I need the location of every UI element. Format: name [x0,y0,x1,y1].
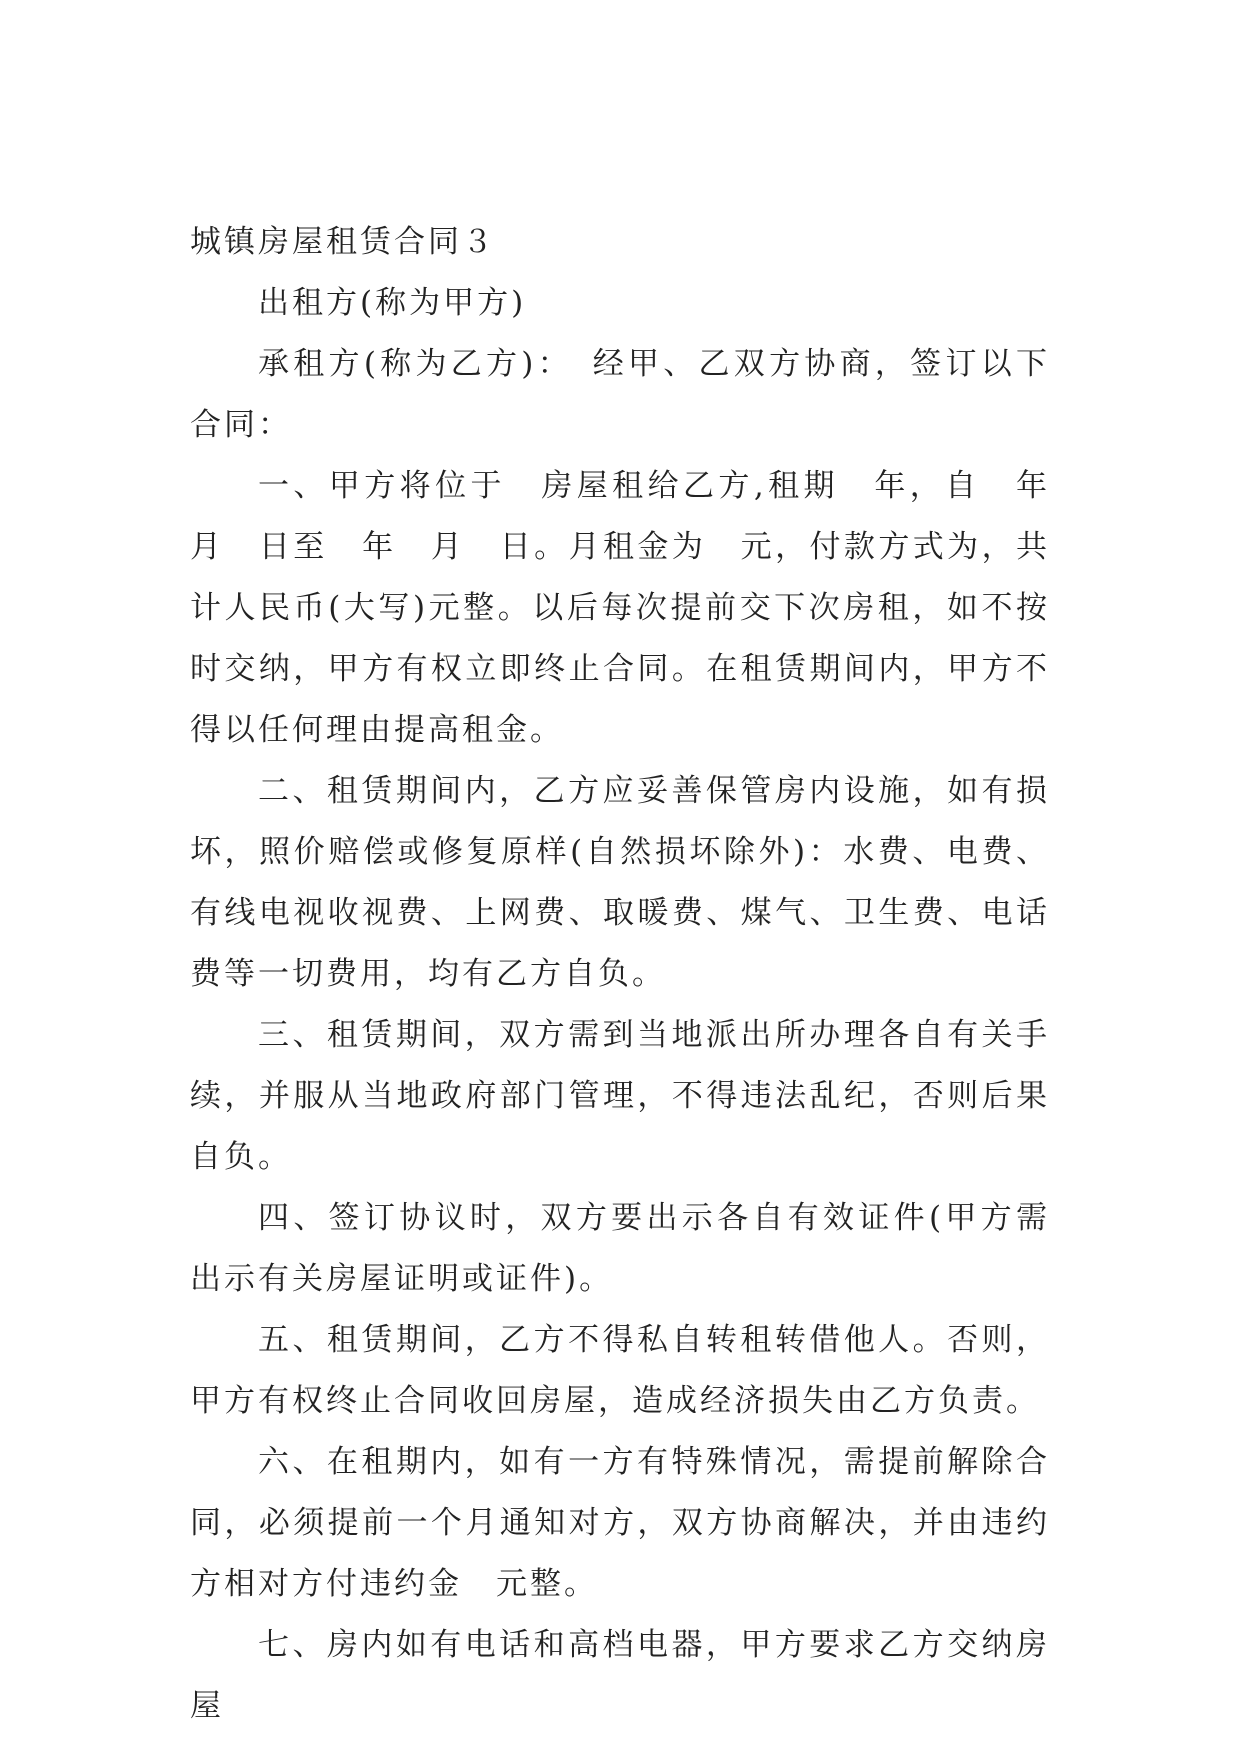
paragraph-lessor: 出租方(称为甲方) [258,285,527,321]
clause-7: 七、房内如有电话和高档电器，甲方要求乙方交纳房屋 [190,1627,1050,1724]
clause-2: 二、租赁期间内，乙方应妥善保管房内设施，如有损坏，照价赔偿或修复原样(自然损坏除外)：水费、电费、有线电视收视费、上网费、取暖费、煤气、卫生费、电话费等一切费用，均有乙方自负。 [190,773,1050,992]
document-title: 城镇房屋租赁合同３ [190,224,496,260]
clause-4: 四、签订协议时，双方要出示各自有效证件(甲方需出示有关房屋证明或证件)。 [190,1200,1050,1297]
clause-1: 一、甲方将位于 房屋租给乙方,租期 年，自 年 月 日至 年 月 日。月租金为 元，付款方式为，共计人民币(大写)元整。以后每次提前交下次房租，如不按时交纳，甲方有权立即终止合同。在租赁期间内，甲方不得以任何理由提高租金。 [190,468,1084,748]
clause-3: 三、租赁期间，双方需到当地派出所办理各自有关手续，并服从当地政府部门管理，不得违法乱纪，否则后果自负。 [190,1017,1050,1175]
document-body [190,212,1084,1737]
paragraph-lessee: 承租方(称为乙方)： 经甲、乙双方协商，签订以下合同： [190,346,1050,443]
clause-6: 六、在租期内，如有一方有特殊情况，需提前解除合同，必须提前一个月通知对方，双方协商解决，并由违约方相对方付违约金 元整。 [190,1444,1050,1602]
clause-5: 五、租赁期间，乙方不得私自转租转借他人。否则，甲方有权终止合同收回房屋，造成经济损失由乙方负责。 [190,1322,1050,1419]
